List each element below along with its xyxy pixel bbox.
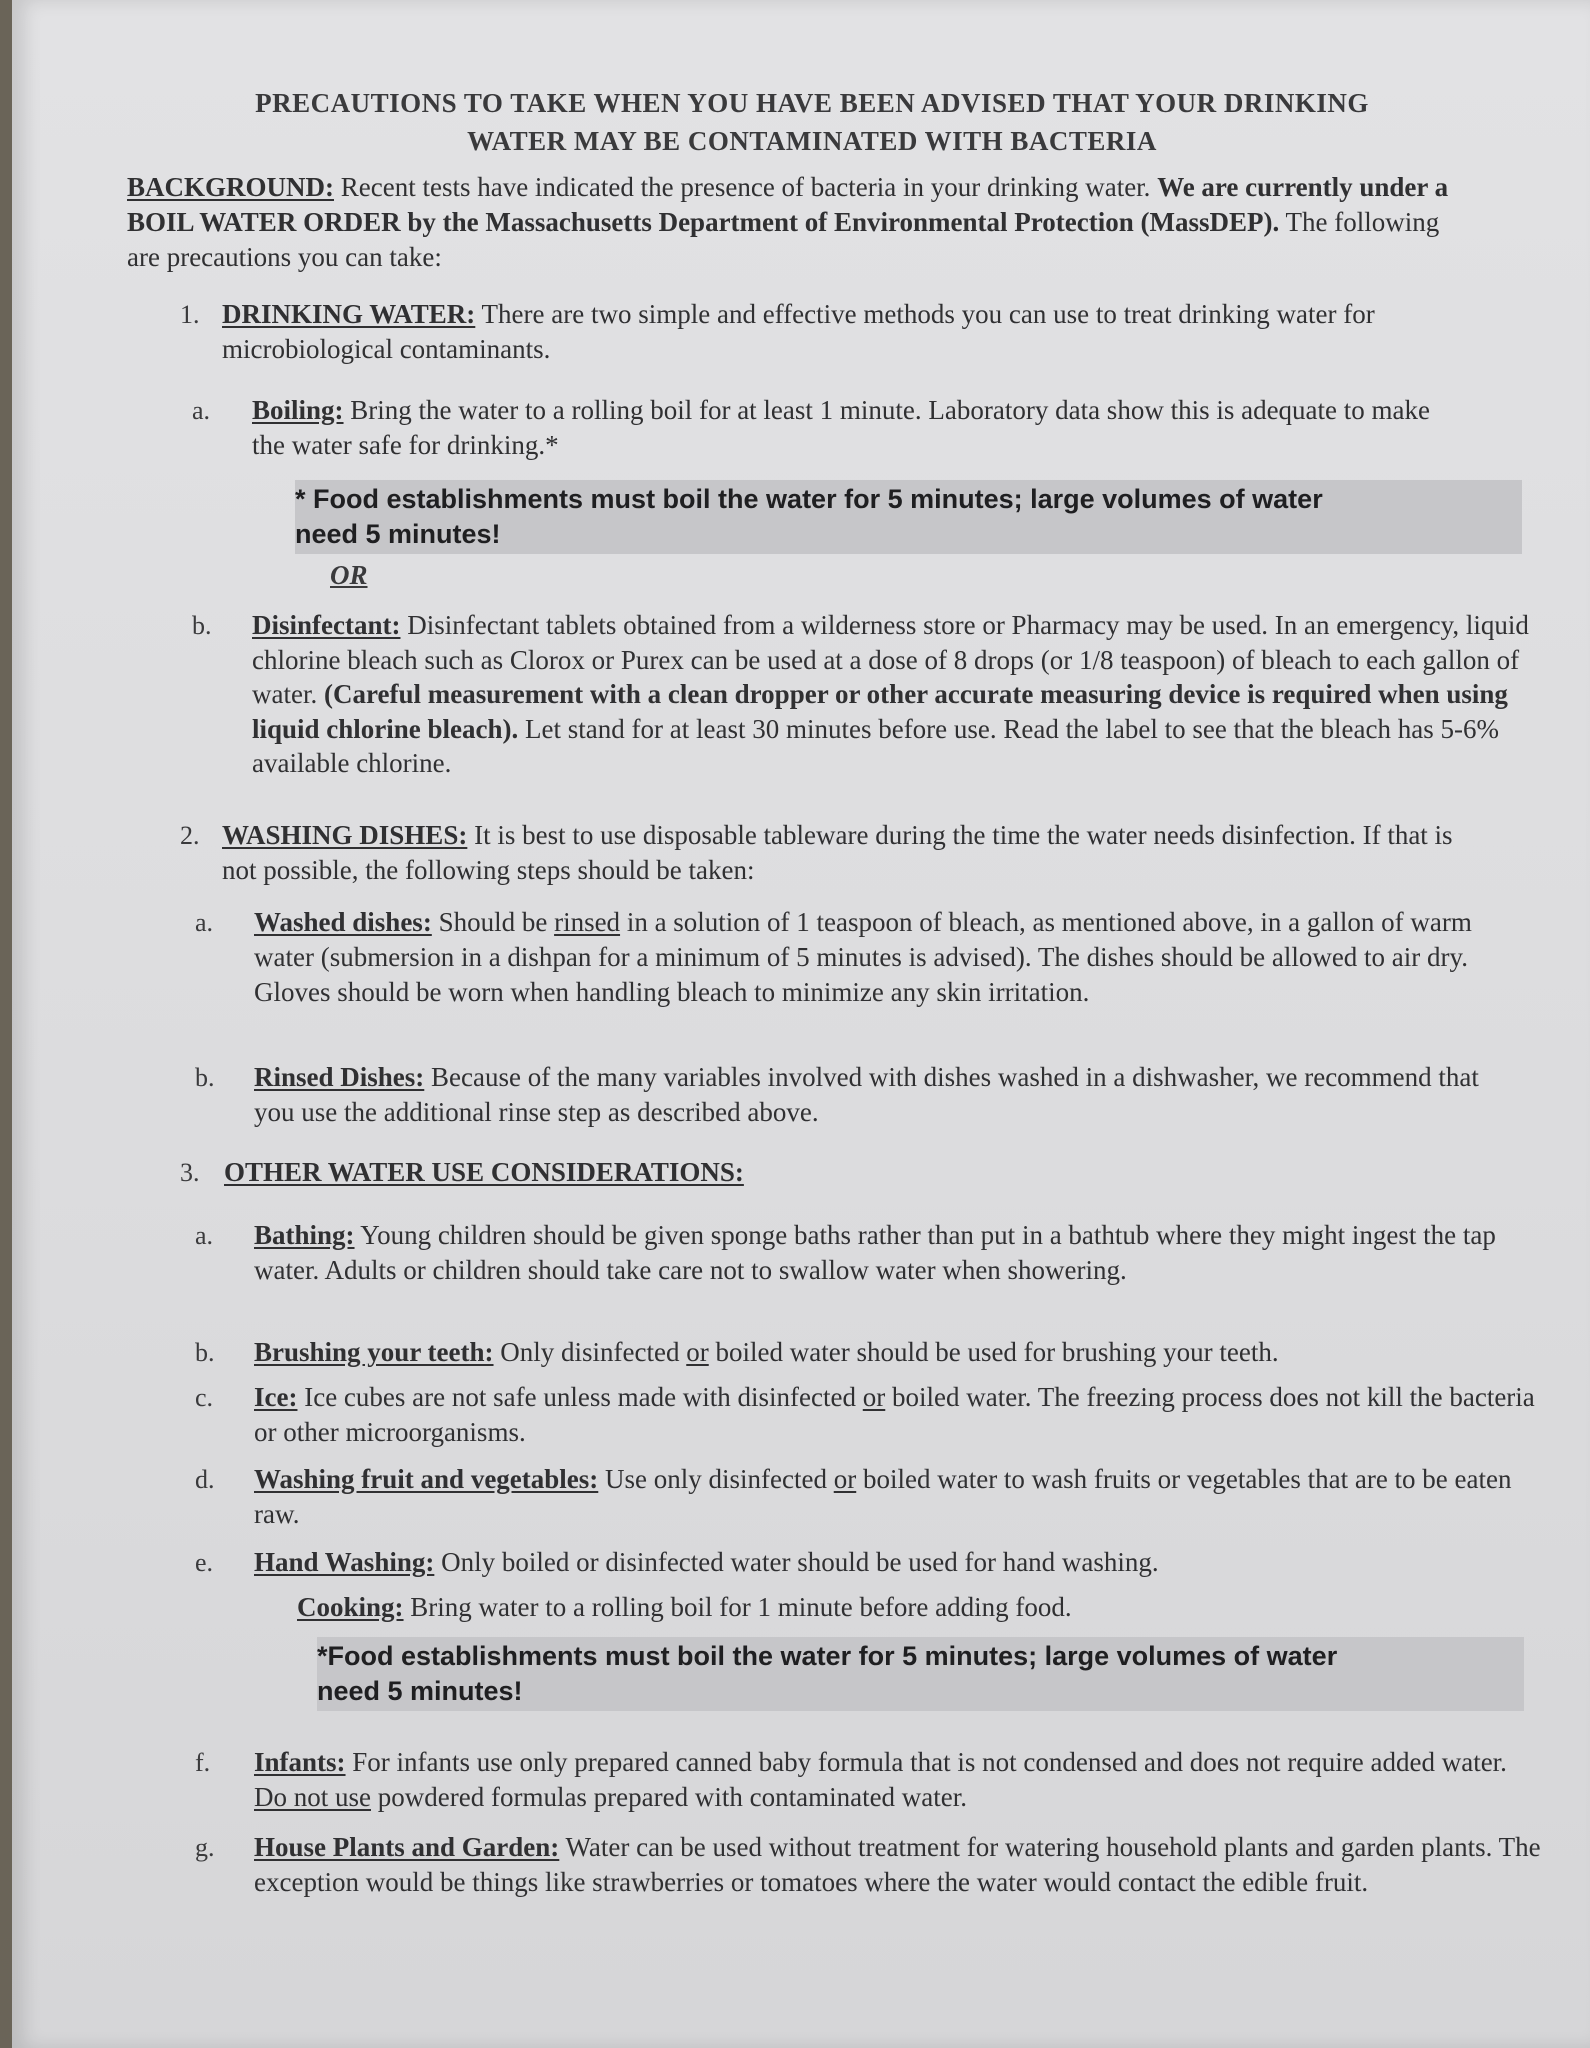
item-3b-marker: b. bbox=[195, 1338, 215, 1367]
section-2-number: 2. bbox=[180, 821, 200, 850]
item-3c-ice: Ice: Ice cubes are not safe unless made with disinfected or boiled water. The freezing process does not kill the bacteria or other microorganisms. bbox=[254, 1382, 1535, 1447]
document-title: PRECAUTIONS TO TAKE WHEN YOU HAVE BEEN ADVISED THAT YOUR DRINKING WATER MAY BE CONTAMINATED WITH BACTERIA bbox=[255, 88, 1369, 156]
cooking-line: Cooking: Bring water to a rolling boil for 1 minute before adding food. bbox=[297, 1592, 1072, 1622]
item-3d-marker: d. bbox=[195, 1465, 215, 1494]
item-3f-infants: Infants: For infants use only prepared canned baby formula that is not condensed and does not require added water. Do not use powdered formulas prepared with contaminated water. bbox=[254, 1747, 1507, 1812]
item-3d-fruit-vegetables: Washing fruit and vegetables: Use only disinfected or boiled water to wash fruits or vegetables that are to be eaten raw. bbox=[254, 1464, 1512, 1529]
item-3g-house-plants: House Plants and Garden: Water can be used without treatment for watering household plants and garden plants. The exception would be things like strawberries or tomatoes where the water would contact the edible fruit. bbox=[254, 1832, 1541, 1897]
food-establishment-note-1: * Food establishments must boil the water for 5 minutes; large volumes of water need 5 minutes! bbox=[295, 480, 1522, 554]
section-3-heading: OTHER WATER USE CONSIDERATIONS: bbox=[224, 1157, 744, 1187]
item-2b-rinsed-dishes: Rinsed Dishes: Because of the many variables involved with dishes washed in a dishwasher, we recommend that you use the additional rinse step as described above. bbox=[254, 1062, 1479, 1127]
item-3e-marker: e. bbox=[195, 1548, 214, 1577]
item-2b-marker: b. bbox=[195, 1063, 215, 1092]
item-3e-hand-washing: Hand Washing: Only boiled or disinfected water should be used for hand washing. bbox=[254, 1547, 1159, 1577]
or-divider: OR bbox=[330, 560, 368, 590]
section-1-number: 1. bbox=[180, 300, 200, 329]
item-3b-brushing-teeth: Brushing your teeth: Only disinfected or boiled water should be used for brushing your teeth. bbox=[254, 1337, 1279, 1367]
item-2a-washed-dishes: Washed dishes: Should be rinsed in a solution of 1 teaspoon of bleach, as mentioned above, in a gallon of warm water (submersion in a dishpan for a minimum of 5 minutes is advised). The dishes should be allowed to air dry. Gloves should be worn when handling bleach to minimize any skin irritation. bbox=[254, 907, 1472, 1007]
item-2a-marker: a. bbox=[195, 908, 214, 937]
item-3f-marker: f. bbox=[195, 1748, 211, 1777]
section-3-number: 3. bbox=[180, 1158, 200, 1187]
item-3g-marker: g. bbox=[195, 1833, 215, 1862]
item-3a-bathing: Bathing: Young children should be given sponge baths rather than put in a bathtub where they might ingest the tap water. Adults or children should take care not to swallow water when showering. bbox=[254, 1220, 1496, 1285]
item-3c-marker: c. bbox=[195, 1383, 214, 1412]
item-1a-marker: a. bbox=[192, 396, 211, 425]
item-3a-marker: a. bbox=[195, 1221, 214, 1250]
page-edge bbox=[0, 0, 12, 2048]
item-1a-boiling: Boiling: Bring the water to a rolling boil for at least 1 minute. Laboratory data show this is adequate to make the water safe for drinking.* bbox=[252, 395, 1430, 460]
background-paragraph: BACKGROUND: Recent tests have indicated the presence of bacteria in your drinking water. We are currently under a BOIL WATER ORDER by the Massachusetts Department of Environmental Protection (MassDEP). The following are precautions you can take: bbox=[127, 172, 1449, 272]
item-1b-marker: b. bbox=[192, 611, 212, 640]
document-page bbox=[12, 0, 1590, 2048]
food-establishment-note-2: *Food establishments must boil the water for 5 minutes; large volumes of water need 5 minutes! bbox=[317, 1637, 1524, 1711]
section-1-intro: DRINKING WATER: There are two simple and effective methods you can use to treat drinking water for microbiological contaminants. bbox=[222, 299, 1375, 364]
item-1b-disinfectant: Disinfectant: Disinfectant tablets obtained from a wilderness store or Pharmacy may be used. In an emergency, liquid chlorine bleach such as Clorox or Purex can be used at a dose of 8 drops (or 1/8 teaspoon) of bleach to each gallon of water. (Careful measurement with a clean dropper or other accurate measuring device is required when using liquid chlorine bleach). Let stand for at least 30 minutes before use. Read the label to see that the bleach has 5-6% available chlorine. bbox=[252, 610, 1529, 778]
section-2-intro: WASHING DISHES: It is best to use disposable tableware during the time the water needs disinfection. If that is not possible, the following steps should be taken: bbox=[222, 820, 1453, 885]
